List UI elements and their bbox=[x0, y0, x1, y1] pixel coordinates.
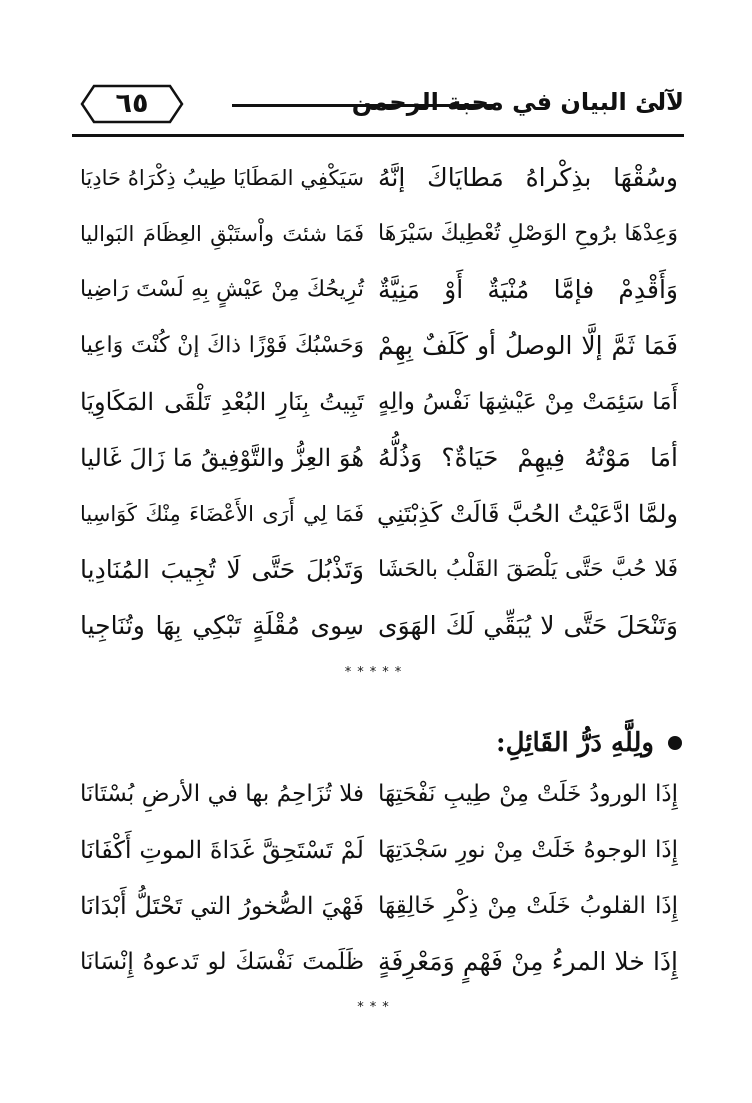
first-hemistich: إِذَا الورودُ خَلَتْ مِنْ طِيبِ نَفْحَتِهَا bbox=[378, 781, 678, 807]
first-hemistich: وَأَقْدِمْ فإمَّا مُنْيَةٌ أَوْ مَنِيَّةٌ bbox=[378, 275, 678, 304]
first-hemistich: إِذَا خلا المرءُ مِنْ فَهْمٍ وَمَعْرِفَةٍ bbox=[378, 947, 678, 976]
section-heading: ولِلَّهِ دَرُّ القَائِلِ: bbox=[495, 727, 654, 758]
verse bbox=[80, 878, 678, 934]
second-hemistich: فلا تُزَاحِمُ بها في الأرضِ بُسْتَانَا bbox=[80, 781, 364, 807]
first-hemistich: وَتَنْحَلَ حَتَّى لا يُبَقِّي لَكَ الهَوَى bbox=[378, 611, 678, 640]
second-hemistich: ظَلَمتَ نَفْسَكَ لو تَدعوهُ إِنْسَانَا bbox=[80, 949, 364, 975]
page-number: ٦٥ bbox=[115, 88, 149, 119]
second-hemistich: فَهْيَ الصُّخورُ التي تَحْتَلُّ أَبْدَانَا bbox=[80, 892, 364, 920]
first-hemistich: أمَا مَوْتُهُ فِيهِمْ حَيَاةٌ؟ وَذُلُّهُ bbox=[378, 443, 678, 472]
verse bbox=[80, 934, 678, 990]
second-hemistich: تُرِيحُكَ مِنْ عَيْشٍ بِهِ لَسْتَ رَاضِيا bbox=[80, 277, 364, 302]
section-separator: ***** bbox=[344, 665, 408, 680]
second-hemistich: سِوى مُقْلَةٍ تَبْكِي بِهَا وتُنَاجِيا bbox=[80, 611, 364, 640]
first-hemistich: إِذَا القلوبُ خَلَتْ مِنْ ذِكْرِ خَالِقِهَا bbox=[378, 893, 678, 919]
second-hemistich: فَمَا لِي أَرَى الأَعْضَاءَ مِنْكَ كَوَاسِيا bbox=[80, 502, 364, 526]
first-hemistich: وسُقْهَا بذِكْراهُ مَطايَاكَ إنَّهُ bbox=[378, 163, 678, 192]
second-hemistich: هُوَ العِزُّ والتَّوْفِيقُ مَا زَالَ غَاليا bbox=[80, 444, 364, 472]
verse bbox=[80, 430, 678, 486]
first-hemistich: وَعِدْهَا برُوحِ الوَصْلِ تُعْطِيكَ سَيْرَهَا bbox=[378, 221, 678, 246]
second-hemistich: وَحَسْبُكَ فَوْزًا ذاكَ إنْ كُنْتَ وَاعِيا bbox=[80, 333, 364, 358]
verse bbox=[80, 374, 678, 430]
first-hemistich: فَمَا ثَمَّ إلَّا الوصلُ أو كَلَفٌ بِهِمْ bbox=[378, 331, 678, 360]
page-number-frame bbox=[80, 84, 184, 124]
verse bbox=[80, 318, 678, 374]
second-hemistich: سَيَكْفِي المَطَايَا طِيبُ ذِكْرَاهُ حَادِيَا bbox=[80, 166, 364, 190]
section-separator: *** bbox=[357, 1000, 395, 1015]
verse bbox=[80, 262, 678, 318]
first-hemistich: فَلا حُبَّ حَتَّى يَلْصَقَ القَلْبُ بالحَشَا bbox=[378, 557, 678, 582]
verse bbox=[80, 766, 678, 822]
second-hemistich: تَبِيتُ بِنَارِ البُعْدِ تَلْقَى المَكَاوِيَا bbox=[80, 388, 364, 416]
bullet-icon bbox=[668, 736, 682, 750]
page-header bbox=[72, 82, 684, 142]
poem-two bbox=[80, 766, 678, 990]
header-divider bbox=[72, 134, 684, 137]
second-hemistich: لَمْ تَسْتَحِقَّ غَدَاةَ الموتِ أَكْفَانَا bbox=[80, 836, 364, 864]
verse bbox=[80, 150, 678, 206]
first-hemistich: أَمَا سَئِمَتْ مِنْ عَيْشِهَا نَفْسُ والِهٍ bbox=[378, 389, 678, 415]
verse bbox=[80, 486, 678, 542]
second-hemistich: وَتَذْبُلَ حَتَّى لَا تُجِيبَ المُنَادِيا bbox=[80, 555, 364, 584]
poem-one bbox=[80, 150, 678, 654]
first-hemistich: ولمَّا ادَّعَيْتُ الحُبَّ قَالَتْ كَذِبْتَنِي bbox=[377, 500, 678, 528]
heading-row bbox=[496, 720, 682, 764]
verse bbox=[80, 598, 678, 654]
second-hemistich: فَمَا شئتَ واْستَبْقِ العِظَامَ البَواليا bbox=[80, 222, 364, 246]
verse bbox=[80, 822, 678, 878]
verse bbox=[80, 542, 678, 598]
first-hemistich: إِذَا الوجوهُ خَلَتْ مِنْ نورِ سَجْدَتِهَا bbox=[378, 837, 678, 863]
book-title: لآلئ البيان في محبة الرحمن bbox=[351, 88, 684, 116]
verse bbox=[80, 206, 678, 262]
